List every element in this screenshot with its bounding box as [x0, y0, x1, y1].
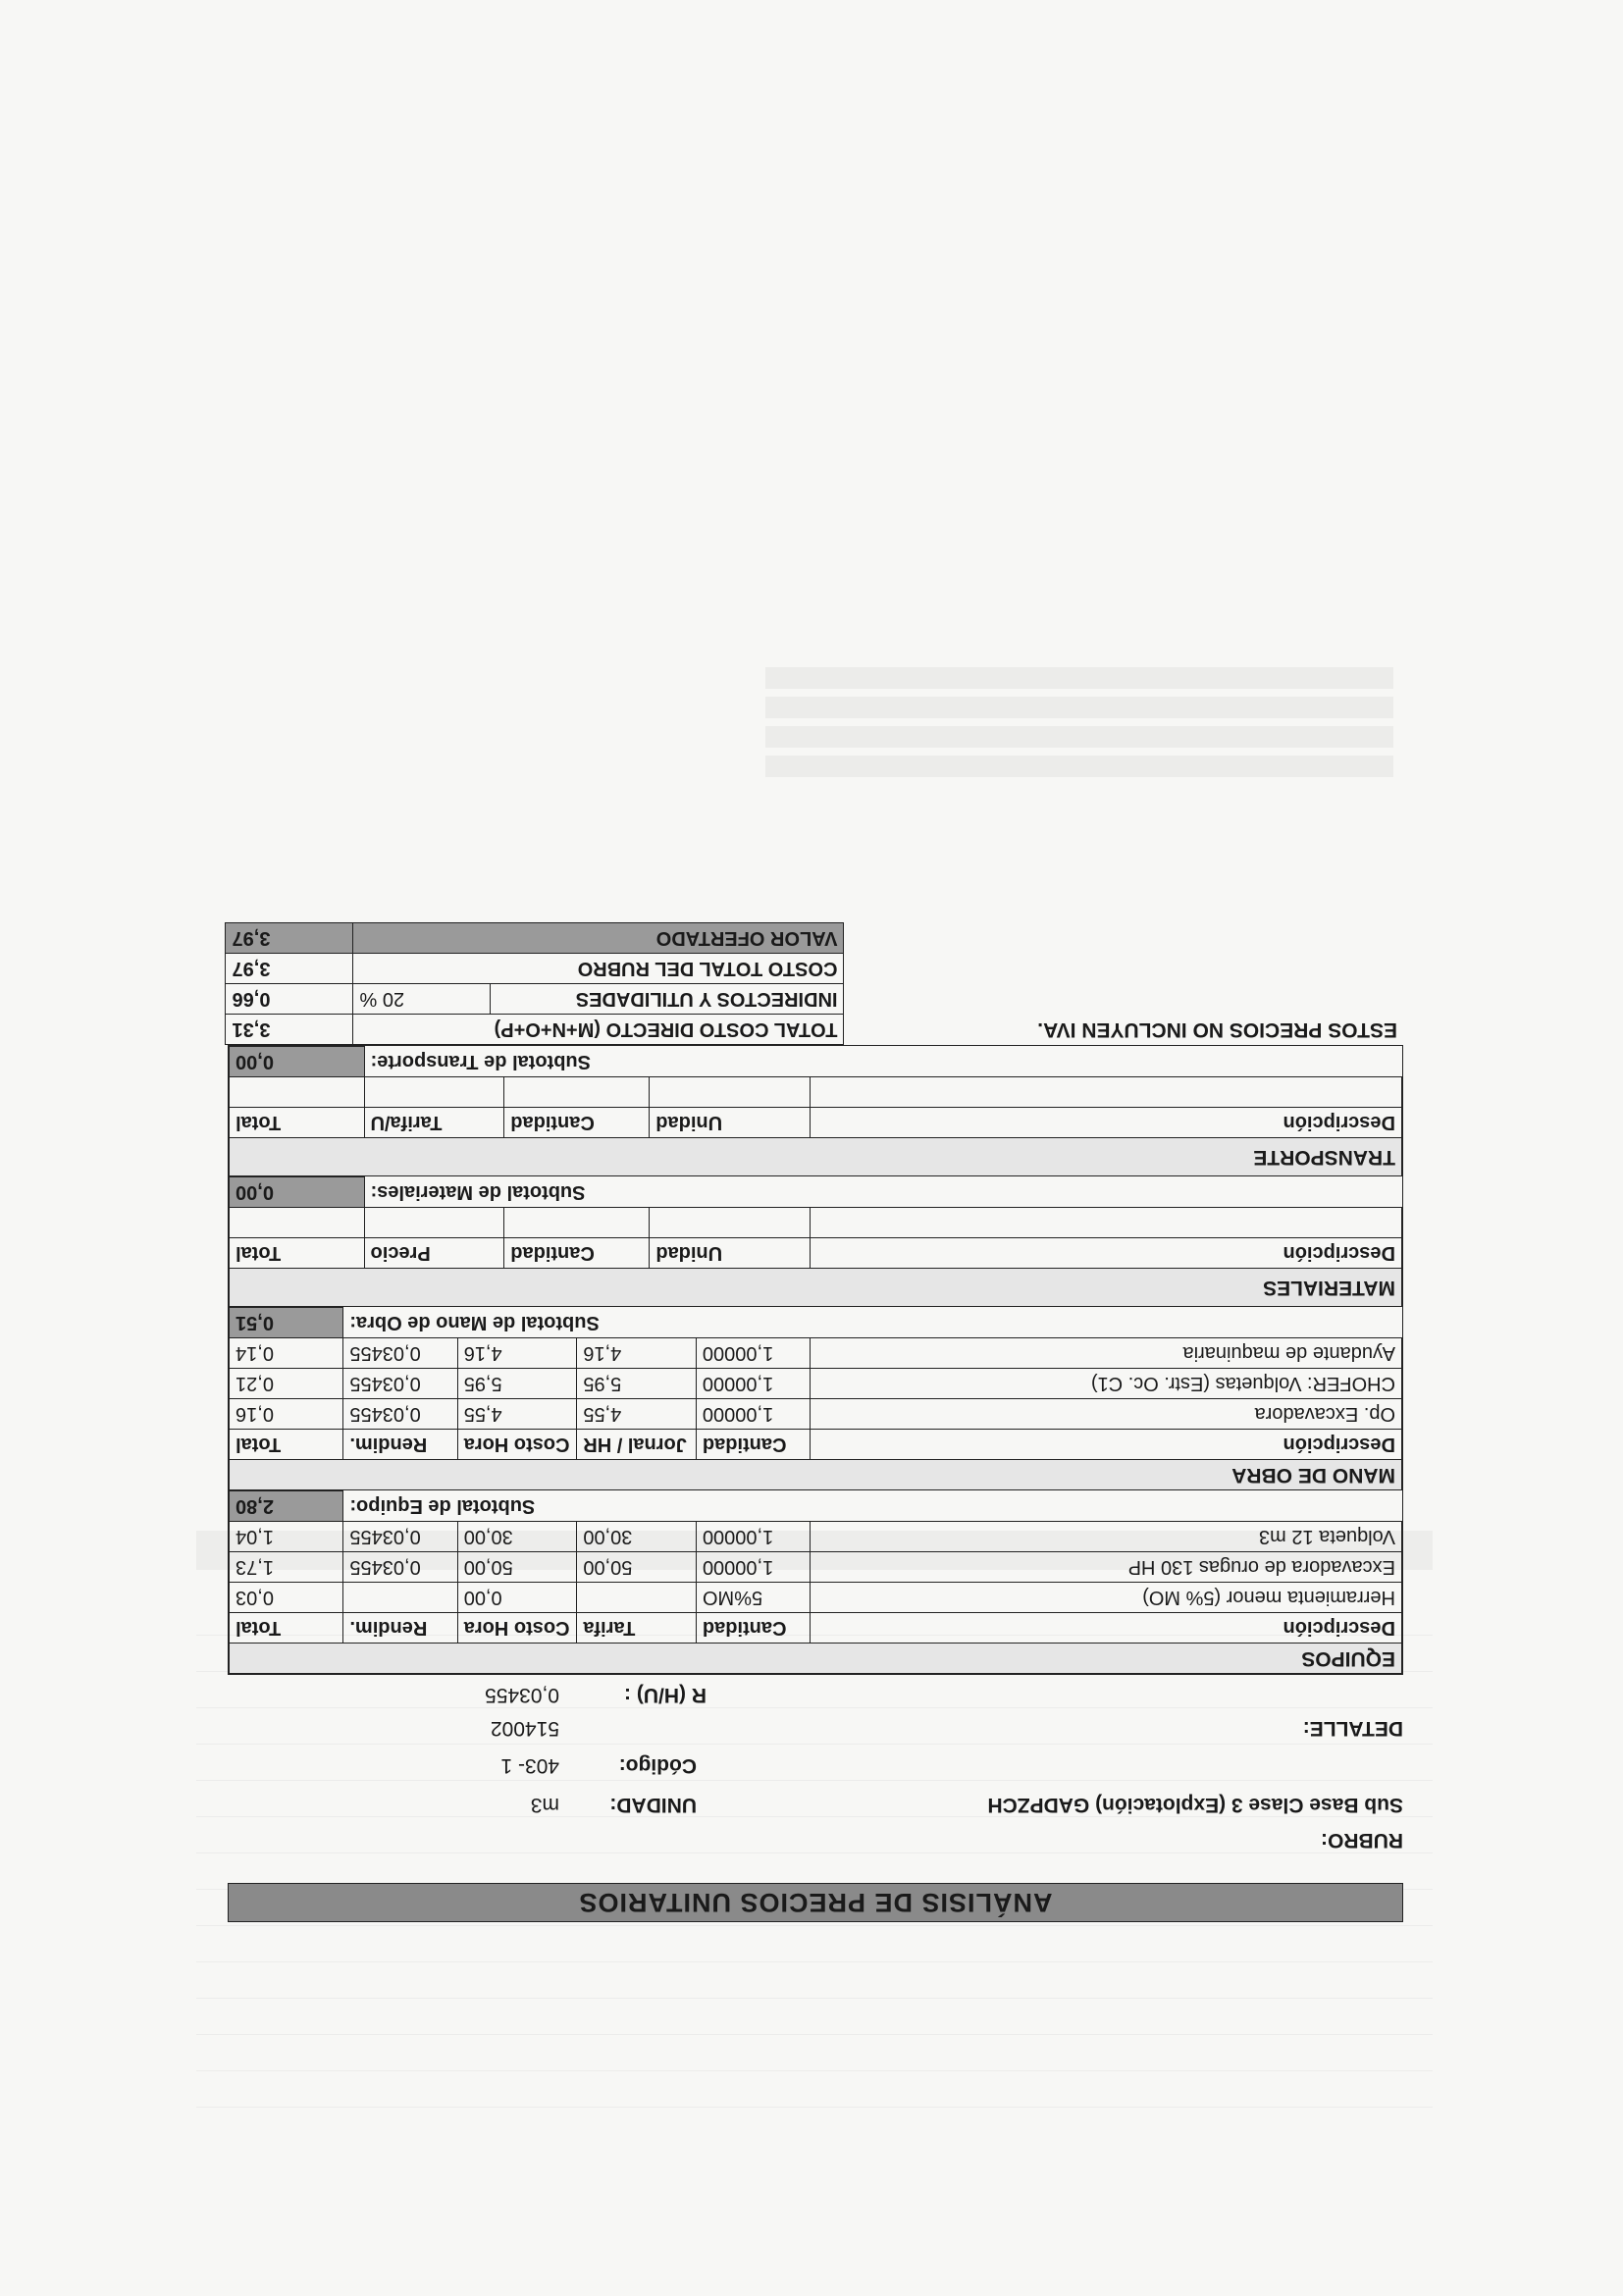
price-analysis-document [228, 441, 1403, 1922]
equipos-col-tarifa: Tarifa [577, 1613, 697, 1644]
equipo-cantidad: 1,00000 [696, 1522, 810, 1552]
indirectos-label: INDIRECTOS Y UTILIDADES [491, 984, 844, 1015]
equipos-col-cantidad: Cantidad [696, 1613, 810, 1644]
equipos-col-total: Total [230, 1613, 343, 1644]
equipo-costo: 0,00 [457, 1583, 577, 1613]
materiales-col-unidad: Unidad [650, 1238, 811, 1269]
equipos-col-rendim: Rendim. [343, 1613, 457, 1644]
mano-obra-rendim: 0,03455 [343, 1369, 457, 1399]
rhu-label: R (H/U) : [624, 1684, 707, 1706]
mano-obra-col-costo: Costo Hora [457, 1430, 577, 1460]
document-title: ANÁLISIS DE PRECIOS UNITARIOS [228, 1883, 1403, 1922]
materiales-col-desc: Descripción [811, 1238, 1402, 1269]
mano-obra-desc: CHOFER: Volquetas (Estr. Oc. C1) [811, 1369, 1402, 1399]
mano-obra-costo: 4,55 [457, 1399, 577, 1430]
rubro-value: Sub Base Clase 3 (Explotación) GADPZCH [987, 1794, 1403, 1816]
equipo-rendim: 0,03455 [343, 1522, 457, 1552]
mano-obra-subtotal-value: 0,51 [230, 1308, 343, 1338]
mano-obra-total: 0,14 [230, 1338, 343, 1369]
mano-obra-col-rendim: Rendim. [343, 1430, 457, 1460]
detalle-label: DETALLE: [1302, 1717, 1403, 1740]
equipo-total: 1,73 [230, 1552, 343, 1583]
mano-obra-desc: Op. Excavadora [811, 1399, 1402, 1430]
indirectos-value: 0,66 [226, 984, 353, 1015]
transporte-col-desc: Descripción [811, 1108, 1402, 1138]
equipo-tarifa [577, 1583, 697, 1613]
unidad-value: m3 [530, 1794, 559, 1816]
equipos-section-title: EQUIPOS [230, 1644, 1402, 1674]
mano-obra-cantidad: 1,00000 [696, 1369, 810, 1399]
mano-obra-col-jornal: Jornal / HR [577, 1430, 697, 1460]
transporte-section-title: TRANSPORTE [230, 1138, 1402, 1176]
mano-obra-rendim: 0,03455 [343, 1399, 457, 1430]
mano-obra-desc: Ayudante de maquinaria [811, 1338, 1402, 1369]
resumen-table [226, 922, 1404, 1045]
equipos-col-costo: Costo Hora [457, 1613, 577, 1644]
equipo-costo: 50,00 [457, 1552, 577, 1583]
materiales-col-cantidad: Cantidad [504, 1238, 650, 1269]
table-row [230, 1522, 1402, 1552]
table-row [230, 1338, 1402, 1369]
rubro-label: RUBRO: [1321, 1829, 1403, 1852]
codigo-extra: 514002 [490, 1717, 559, 1740]
transporte-subtotal-label: Subtotal de Transporte: [364, 1047, 1401, 1077]
mano-obra-jornal: 4,55 [577, 1399, 697, 1430]
codigo-value: 403- 1 [500, 1754, 559, 1777]
equipo-rendim [343, 1583, 457, 1613]
mano-obra-total: 0,21 [230, 1369, 343, 1399]
costo-directo-value: 3,31 [226, 1015, 353, 1045]
indirectos-pct: 20 % [353, 984, 491, 1015]
equipo-cantidad: 1,00000 [696, 1552, 810, 1583]
document-header [228, 1708, 1403, 1855]
rhu-row [228, 1675, 1403, 1708]
mano-obra-costo: 4,16 [457, 1338, 577, 1369]
mano-obra-cantidad: 1,00000 [696, 1399, 810, 1430]
costo-total-value: 3,97 [226, 954, 353, 984]
table-row [230, 1208, 1402, 1238]
equipo-desc: Excavadora de orugas 130 HP [811, 1552, 1402, 1583]
equipo-total: 1,04 [230, 1522, 343, 1552]
costo-total-label: COSTO TOTAL DEL RUBRO [353, 954, 844, 984]
table-row [230, 1369, 1402, 1399]
table-row [230, 1077, 1402, 1108]
materiales-col-precio: Precio [364, 1238, 504, 1269]
equipo-tarifa: 30,00 [577, 1522, 697, 1552]
rhu-value: 0,03455 [485, 1684, 559, 1706]
materiales-subtotal-value: 0,00 [230, 1177, 365, 1208]
table-row [230, 1399, 1402, 1430]
equipo-total: 0,03 [230, 1583, 343, 1613]
table-row [230, 1583, 1402, 1613]
materiales-section-title: MATERIALES [230, 1269, 1402, 1307]
transporte-col-unidad: Unidad [650, 1108, 811, 1138]
mano-obra-col-total: Total [230, 1430, 343, 1460]
transporte-col-cantidad: Cantidad [504, 1108, 650, 1138]
equipos-table [229, 1490, 1402, 1674]
equipo-cantidad: 5%MO [696, 1583, 810, 1613]
costo-directo-label: TOTAL COSTO DIRECTO (M+N+O+P) [353, 1015, 844, 1045]
equipo-desc: Volqueta 12 m3 [811, 1522, 1402, 1552]
equipos-subtotal-value: 2,80 [230, 1491, 343, 1522]
valor-ofertado-value: 3,97 [226, 923, 353, 954]
equipo-tarifa: 50,00 [577, 1552, 697, 1583]
equipo-desc: Herramienta menor (5% MO) [811, 1583, 1402, 1613]
mano-obra-col-desc: Descripción [811, 1430, 1402, 1460]
valor-ofertado-label: VALOR OFERTADO [353, 923, 844, 954]
mano-obra-costo: 5,95 [457, 1369, 577, 1399]
equipos-col-desc: Descripción [811, 1613, 1402, 1644]
transporte-subtotal-value: 0,00 [230, 1047, 365, 1077]
table-row [230, 1552, 1402, 1583]
mano-obra-total: 0,16 [230, 1399, 343, 1430]
materiales-col-total: Total [230, 1238, 365, 1269]
materiales-subtotal-label: Subtotal de Materiales: [364, 1177, 1401, 1208]
equipo-rendim: 0,03455 [343, 1552, 457, 1583]
unidad-label: UNIDAD: [609, 1794, 697, 1816]
mano-obra-jornal: 5,95 [577, 1369, 697, 1399]
transporte-col-tarifa: Tarifa/U [364, 1108, 504, 1138]
iva-note: ESTOS PRECIOS NO INCLUYEN IVA. [1037, 1018, 1397, 1041]
analysis-table-frame [228, 1045, 1403, 1675]
mano-obra-col-cantidad: Cantidad [696, 1430, 810, 1460]
mano-obra-cantidad: 1,00000 [696, 1338, 810, 1369]
transporte-table [229, 1046, 1402, 1176]
transporte-col-total: Total [230, 1108, 365, 1138]
mano-obra-table [229, 1307, 1402, 1490]
mano-obra-subtotal-label: Subtotal de Mano de Obra: [343, 1308, 1402, 1338]
equipos-subtotal-label: Subtotal de Equipo: [343, 1491, 1402, 1522]
mano-obra-rendim: 0,03455 [343, 1338, 457, 1369]
codigo-label: Código: [618, 1754, 697, 1777]
materiales-table [229, 1176, 1402, 1307]
mano-obra-jornal: 4,16 [577, 1338, 697, 1369]
equipo-costo: 30,00 [457, 1522, 577, 1552]
mano-obra-section-title: MANO DE OBRA [230, 1460, 1402, 1490]
